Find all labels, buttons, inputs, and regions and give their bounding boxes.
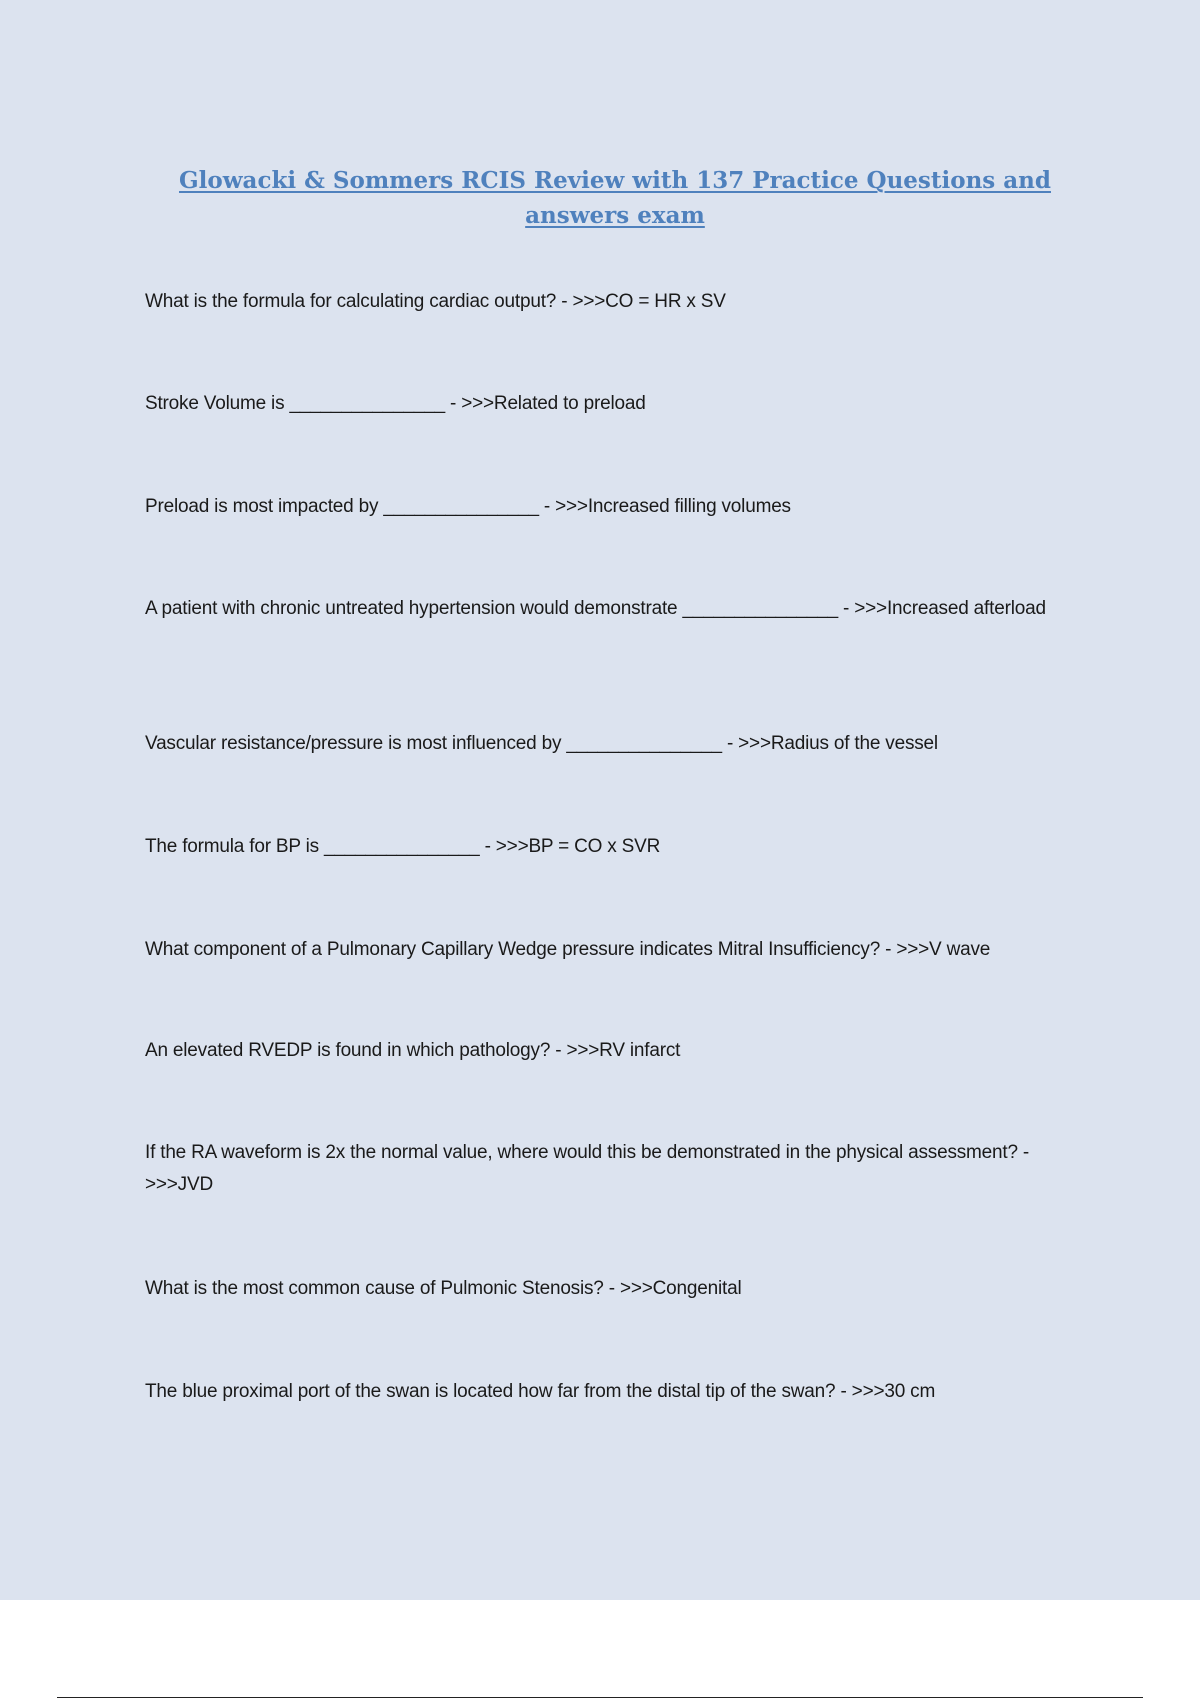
qa-entry-8: An elevated RVEDP is found in which pathology? - >>>RV infarct xyxy=(145,1040,681,1061)
qa-entry-3: Preload is most impacted by _______________ - >>>Increased filling volumes xyxy=(145,496,791,517)
qa-entry-10: What is the most common cause of Pulmonic Stenosis? - >>>Congenital xyxy=(145,1278,742,1299)
qa-entry-2: Stroke Volume is _______________ - >>>Related to preload xyxy=(145,393,646,414)
footer-divider xyxy=(57,1697,1143,1698)
qa-entry-7: What component of a Pulmonary Capillary Wedge pressure indicates Mitral Insufficiency? - >>>V wave xyxy=(145,939,991,960)
qa-entry-5: Vascular resistance/pressure is most influenced by _______________ - >>>Radius of the vessel xyxy=(145,733,938,754)
qa-entry-6: The formula for BP is _______________ - >>>BP = CO x SVR xyxy=(145,836,661,857)
qa-entry-11: The blue proximal port of the swan is located how far from the distal tip of the swan? - >>>30 cm xyxy=(145,1381,936,1402)
document-title: Glowacki & Sommers RCIS Review with 137 Practice Questions and answers exam xyxy=(179,167,1051,229)
qa-entry-1: What is the formula for calculating cardiac output? - >>>CO = HR x SV xyxy=(145,291,726,312)
qa-entry-4: A patient with chronic untreated hypertension would demonstrate _______________ - >>>Increased afterload xyxy=(145,598,1046,619)
qa-entry-9: If the RA waveform is 2x the normal value, where would this be demonstrated in the physical assessment? - >>>JVD xyxy=(145,1142,1030,1195)
